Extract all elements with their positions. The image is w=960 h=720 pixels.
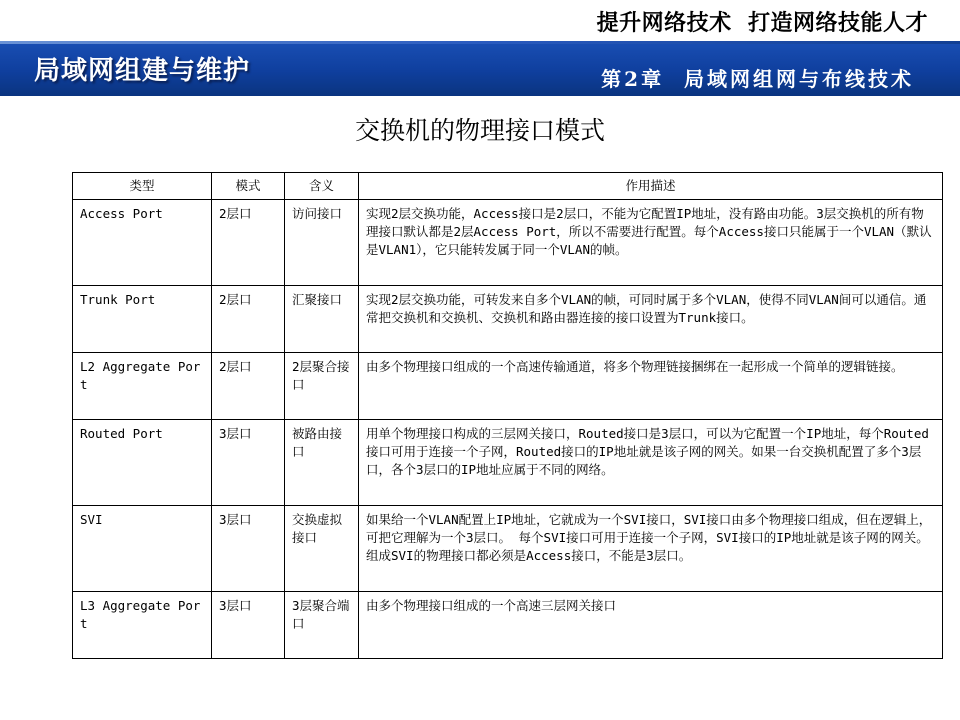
cell-meaning: 交换虚拟接口 [285,506,359,592]
port-mode-table-container [72,172,942,659]
column-header-mode: 模式 [212,173,285,200]
cell-mode: 3层口 [212,420,285,506]
table-row [73,286,943,353]
header-banner [0,41,960,96]
cell-type: L3 Aggregate Port [73,592,212,659]
slide-title: 交换机的物理接口模式 [354,116,605,145]
cell-mode: 2层口 [212,286,285,353]
cell-description: 如果给一个VLAN配置上IP地址，它就成为一个SVI接口，SVI接口由多个物理接口组成，但在逻辑上，可把它理解为一个3层口。 每个SVI接口可用于连接一个子网，SVI接口的IP地址就是该子网的网关。组成SVI的物理接口都必须是Access接口，不能是3层口。 [359,506,943,592]
cell-meaning: 访问接口 [285,200,359,286]
cell-mode: 3层口 [212,592,285,659]
cell-mode: 3层口 [212,506,285,592]
cell-meaning: 3层聚合端口 [285,592,359,659]
cell-type: L2 Aggregate Port [73,353,212,420]
column-header-meaning: 含义 [285,173,359,200]
header-slogan: 提升网络技术 打造网络技能人才 [596,11,928,36]
cell-meaning: 被路由接口 [285,420,359,506]
cell-type: SVI [73,506,212,592]
cell-description: 由多个物理接口组成的一个高速传输通道，将多个物理链接捆绑在一起形成一个简单的逻辑链接。 [359,353,943,420]
cell-mode: 2层口 [212,353,285,420]
table-header-row [73,173,943,200]
column-header-description: 作用描述 [359,173,943,200]
chapter-title: 第2章 局域网组网与布线技术 [601,67,914,91]
cell-mode: 2层口 [212,200,285,286]
column-header-type: 类型 [73,173,212,200]
cell-meaning: 2层聚合接口 [285,353,359,420]
cell-type: Routed Port [73,420,212,506]
table-row [73,592,943,659]
cell-description: 用单个物理接口构成的三层网关接口，Routed接口是3层口，可以为它配置一个IP地址，每个Routed接口可用于连接一个子网，Routed接口的IP地址就是该子网的网关。如果一台交换机配置了多个3层口，各个3层口的IP地址应属于不同的网络。 [359,420,943,506]
course-title: 局域网组建与维护 [34,56,251,86]
table-row [73,353,943,420]
cell-description: 实现2层交换功能，可转发来自多个VLAN的帧，可同时属于多个VLAN，使得不同VLAN间可以通信。通常把交换机和交换机、交换机和路由器连接的接口设置为Trunk接口。 [359,286,943,353]
cell-description: 由多个物理接口组成的一个高速三层网关接口 [359,592,943,659]
table-row [73,506,943,592]
cell-description: 实现2层交换功能，Access接口是2层口，不能为它配置IP地址，没有路由功能。3层交换机的所有物理接口默认都是2层Access Port，所以不需要进行配置。每个Access接口只能属于一个VLAN（默认是VLAN1），它只能转发属于同一个VLAN的帧。 [359,200,943,286]
table-row [73,200,943,286]
cell-type: Access Port [73,200,212,286]
cell-type: Trunk Port [73,286,212,353]
cell-meaning: 汇聚接口 [285,286,359,353]
port-mode-table [72,172,943,659]
table-row [73,420,943,506]
